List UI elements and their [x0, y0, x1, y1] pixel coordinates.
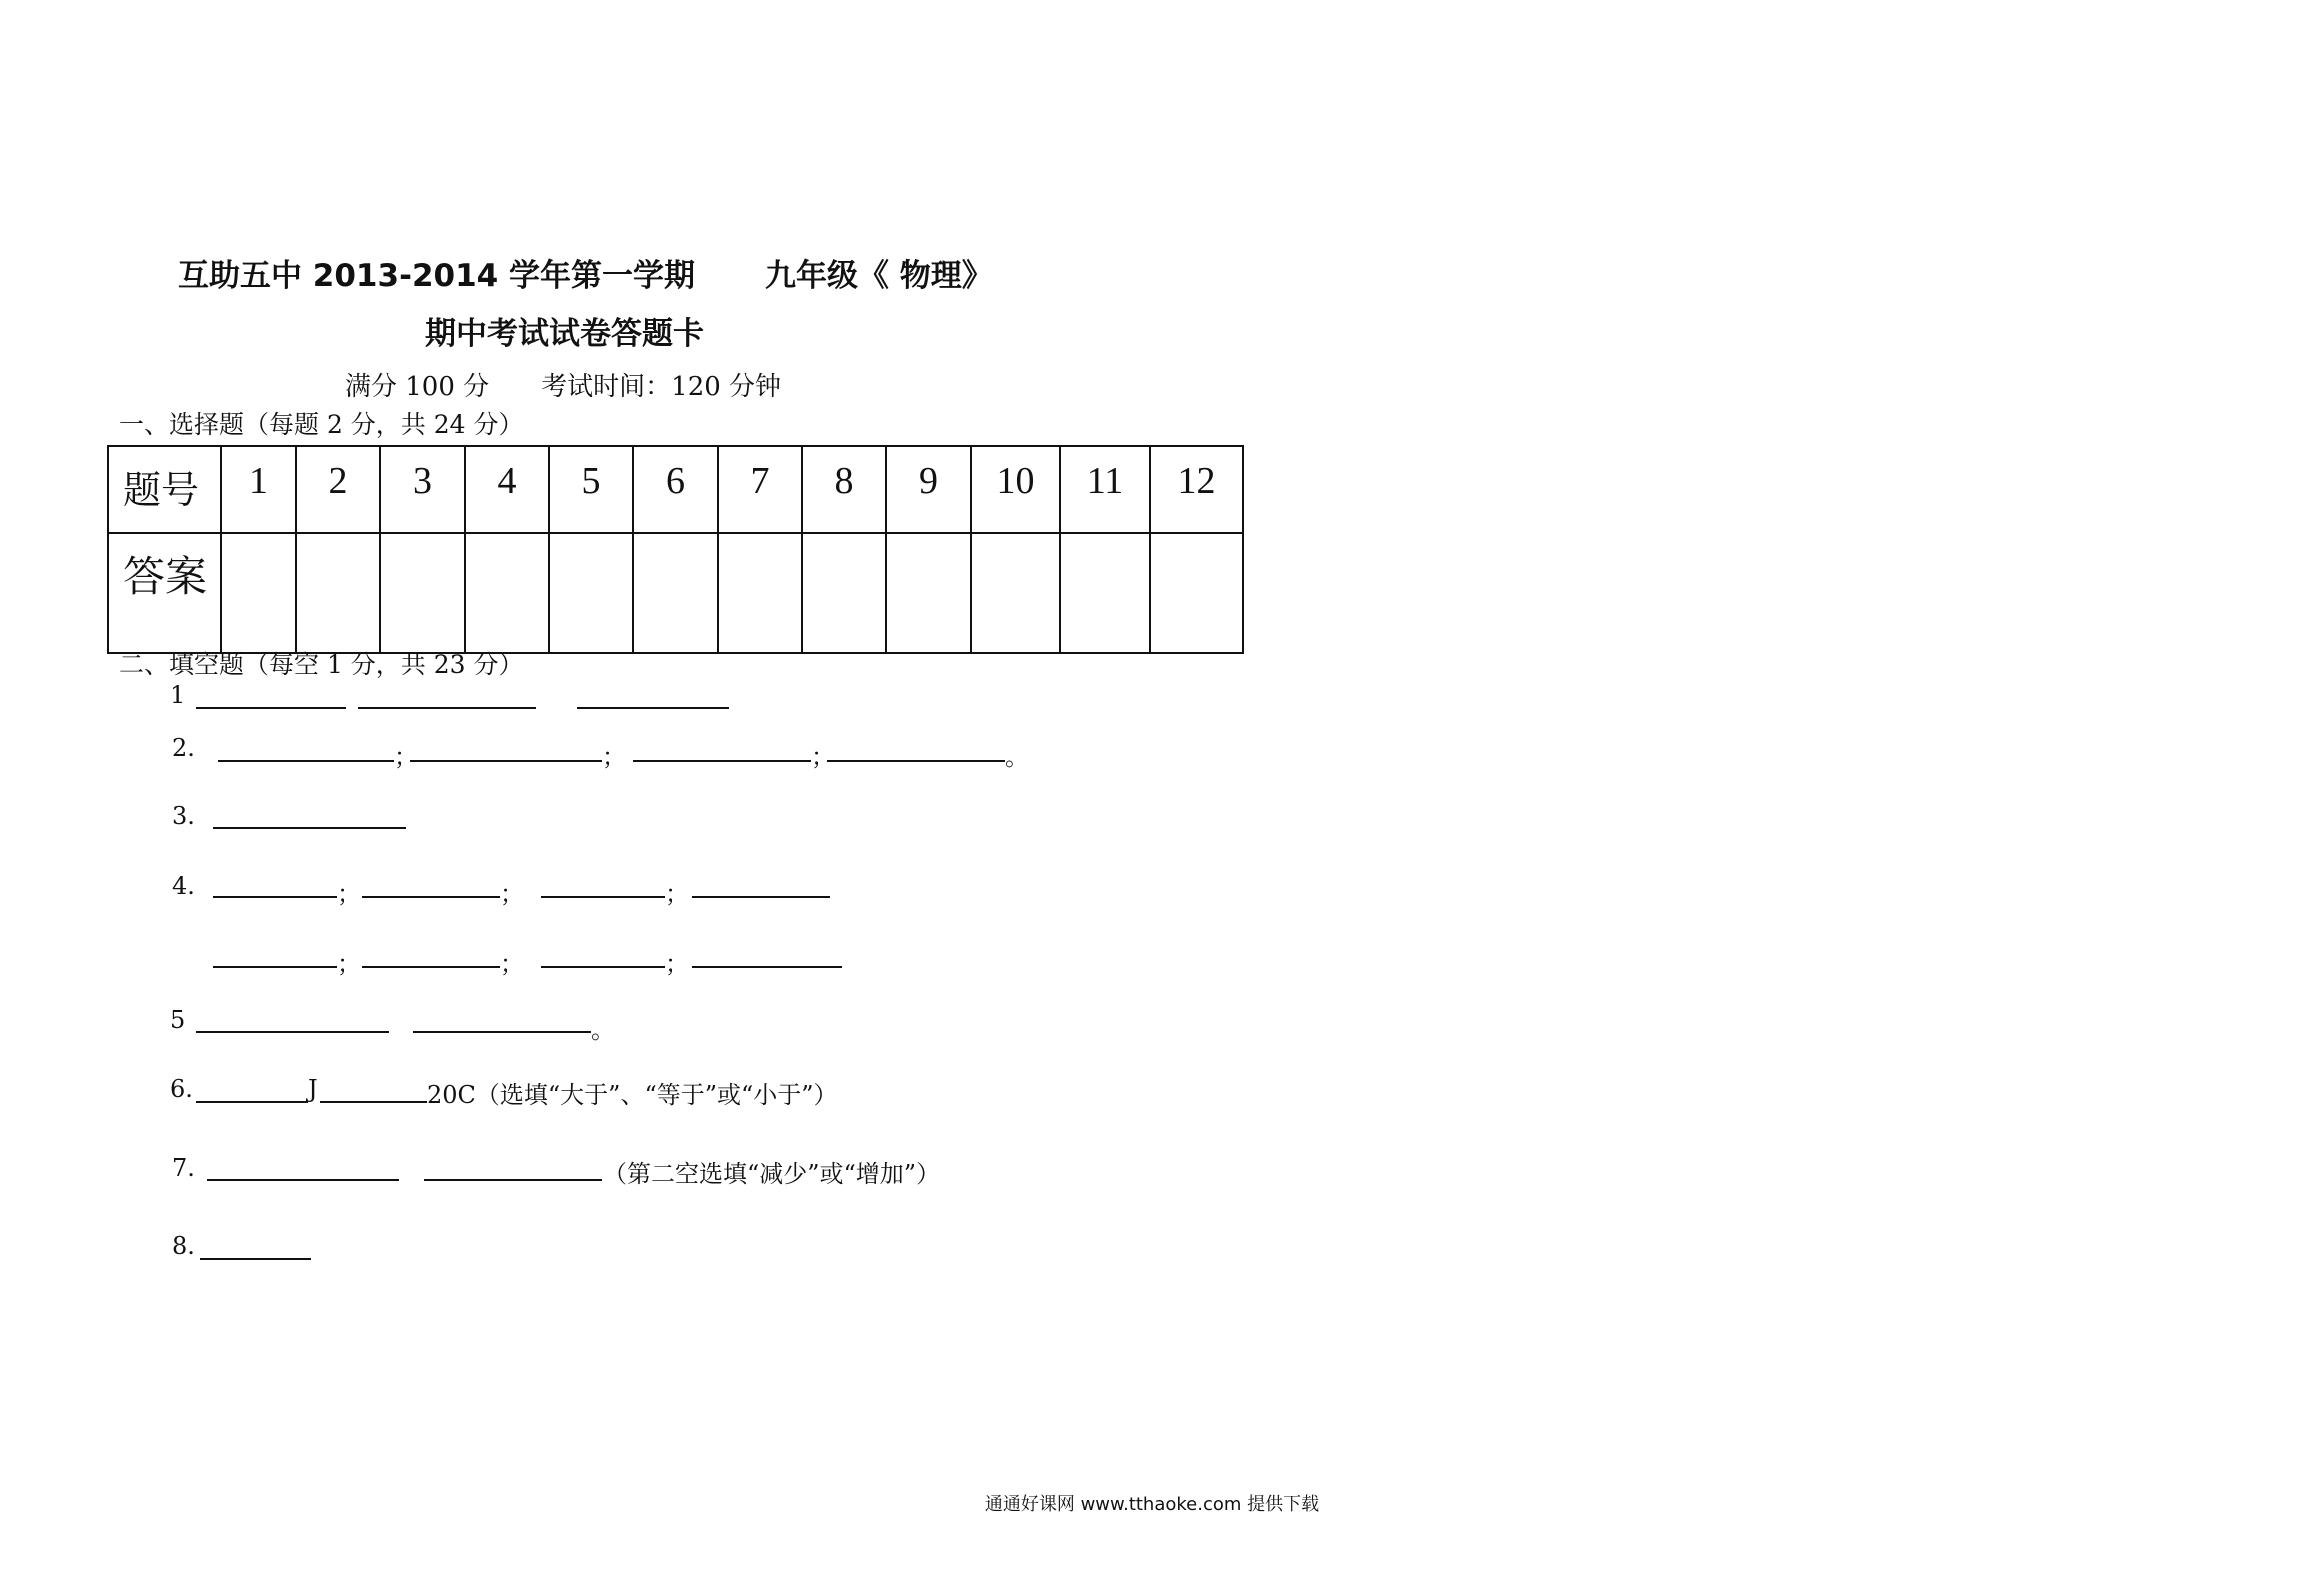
answer-cell[interactable] — [296, 533, 380, 653]
fill-q4-number: 4. — [172, 872, 195, 900]
answer-blank[interactable] — [213, 896, 337, 898]
answer-blank[interactable] — [218, 760, 394, 762]
footer-credit: 通通好课网 www.tthaoke.com 提供下载 — [984, 1494, 1320, 1515]
answer-blank[interactable] — [362, 966, 500, 968]
answer-blank[interactable] — [541, 896, 665, 898]
separator: ； — [665, 950, 689, 978]
question-number: 11 — [1060, 446, 1150, 533]
separator: ； — [394, 743, 418, 771]
answer-blank[interactable] — [358, 707, 536, 709]
separator: ； — [602, 743, 626, 771]
question-number-header: 题号 — [108, 446, 221, 533]
answer-blank[interactable] — [692, 966, 842, 968]
exam-title-line1 — [178, 250, 993, 295]
answer-cell[interactable] — [221, 533, 296, 653]
answer-blank[interactable] — [196, 707, 346, 709]
answer-blank[interactable] — [200, 1258, 311, 1260]
question-number: 1 — [221, 446, 296, 533]
fill-q7-hint: （第二空选填“减少”或“增加”） — [603, 1160, 941, 1188]
answer-cell[interactable] — [1060, 533, 1150, 653]
exam-time: 考试时间：120 分钟 — [541, 372, 782, 402]
section-choice-heading: 一、选择题（每题 2 分，共 24 分） — [119, 410, 524, 439]
fill-q6-unit: J — [308, 1075, 318, 1103]
answer-blank[interactable] — [577, 707, 729, 709]
separator: ； — [337, 880, 361, 908]
answer-cell[interactable] — [465, 533, 549, 653]
question-number: 12 — [1150, 446, 1243, 533]
answer-blank[interactable] — [362, 896, 500, 898]
answer-blank[interactable] — [207, 1179, 399, 1181]
fill-q8-number: 8. — [172, 1232, 195, 1260]
question-number: 2 — [296, 446, 380, 533]
section-fill-heading: 二、填空题（每空 1 分，共 23 分） — [119, 650, 524, 679]
full-score: 满分 100 分 — [345, 372, 490, 402]
answer-blank[interactable] — [320, 1101, 427, 1103]
question-number: 7 — [718, 446, 802, 533]
answer-blank[interactable] — [424, 1179, 602, 1181]
answer-blank[interactable] — [196, 1031, 389, 1033]
exam-title-line2: 期中考试试卷答题卡 — [425, 316, 704, 352]
answer-blank[interactable] — [827, 760, 1005, 762]
fill-q5-number: 5 — [170, 1006, 186, 1034]
title-grade-subject: 九年级《 物理》 — [765, 258, 993, 294]
question-number: 8 — [802, 446, 886, 533]
period: 。 — [1005, 743, 1029, 771]
answer-cell[interactable] — [380, 533, 465, 653]
answer-blank[interactable] — [410, 760, 602, 762]
exam-meta — [345, 366, 781, 403]
answer-cell[interactable] — [802, 533, 886, 653]
answer-cell[interactable] — [971, 533, 1060, 653]
answer-blank[interactable] — [541, 966, 665, 968]
answer-blank[interactable] — [692, 896, 830, 898]
separator: ； — [500, 880, 524, 908]
answer-cell[interactable] — [1150, 533, 1243, 653]
separator: ； — [500, 950, 524, 978]
question-number: 10 — [971, 446, 1060, 533]
fill-q2-number: 2. — [172, 734, 195, 762]
period: 。 — [591, 1016, 615, 1044]
answer-blank[interactable] — [413, 1031, 591, 1033]
separator: ； — [665, 880, 689, 908]
question-number: 6 — [633, 446, 718, 533]
question-number: 3 — [380, 446, 465, 533]
answer-header: 答案 — [108, 533, 221, 653]
answer-blank[interactable] — [196, 1101, 308, 1103]
answer-blank[interactable] — [213, 966, 337, 968]
answer-cell[interactable] — [718, 533, 802, 653]
answer-cell[interactable] — [633, 533, 718, 653]
answer-blank[interactable] — [213, 827, 406, 829]
fill-q7-number: 7. — [172, 1154, 195, 1182]
separator: ； — [337, 950, 361, 978]
answer-cell[interactable] — [549, 533, 633, 653]
answer-blank[interactable] — [633, 760, 811, 762]
answer-cell[interactable] — [886, 533, 971, 653]
separator: ； — [811, 743, 835, 771]
question-number: 4 — [465, 446, 549, 533]
fill-q6-hint: 20C（选填“大于”、“等于”或“小于”） — [427, 1081, 838, 1109]
question-number: 5 — [549, 446, 633, 533]
fill-q6-number: 6. — [170, 1075, 193, 1103]
choice-answer-table — [107, 445, 1244, 654]
question-number: 9 — [886, 446, 971, 533]
fill-q1-number: 1 — [170, 681, 186, 709]
title-school-term: 互助五中 2013-2014 学年第一学期 — [178, 258, 696, 294]
fill-q3-number: 3. — [172, 802, 195, 830]
